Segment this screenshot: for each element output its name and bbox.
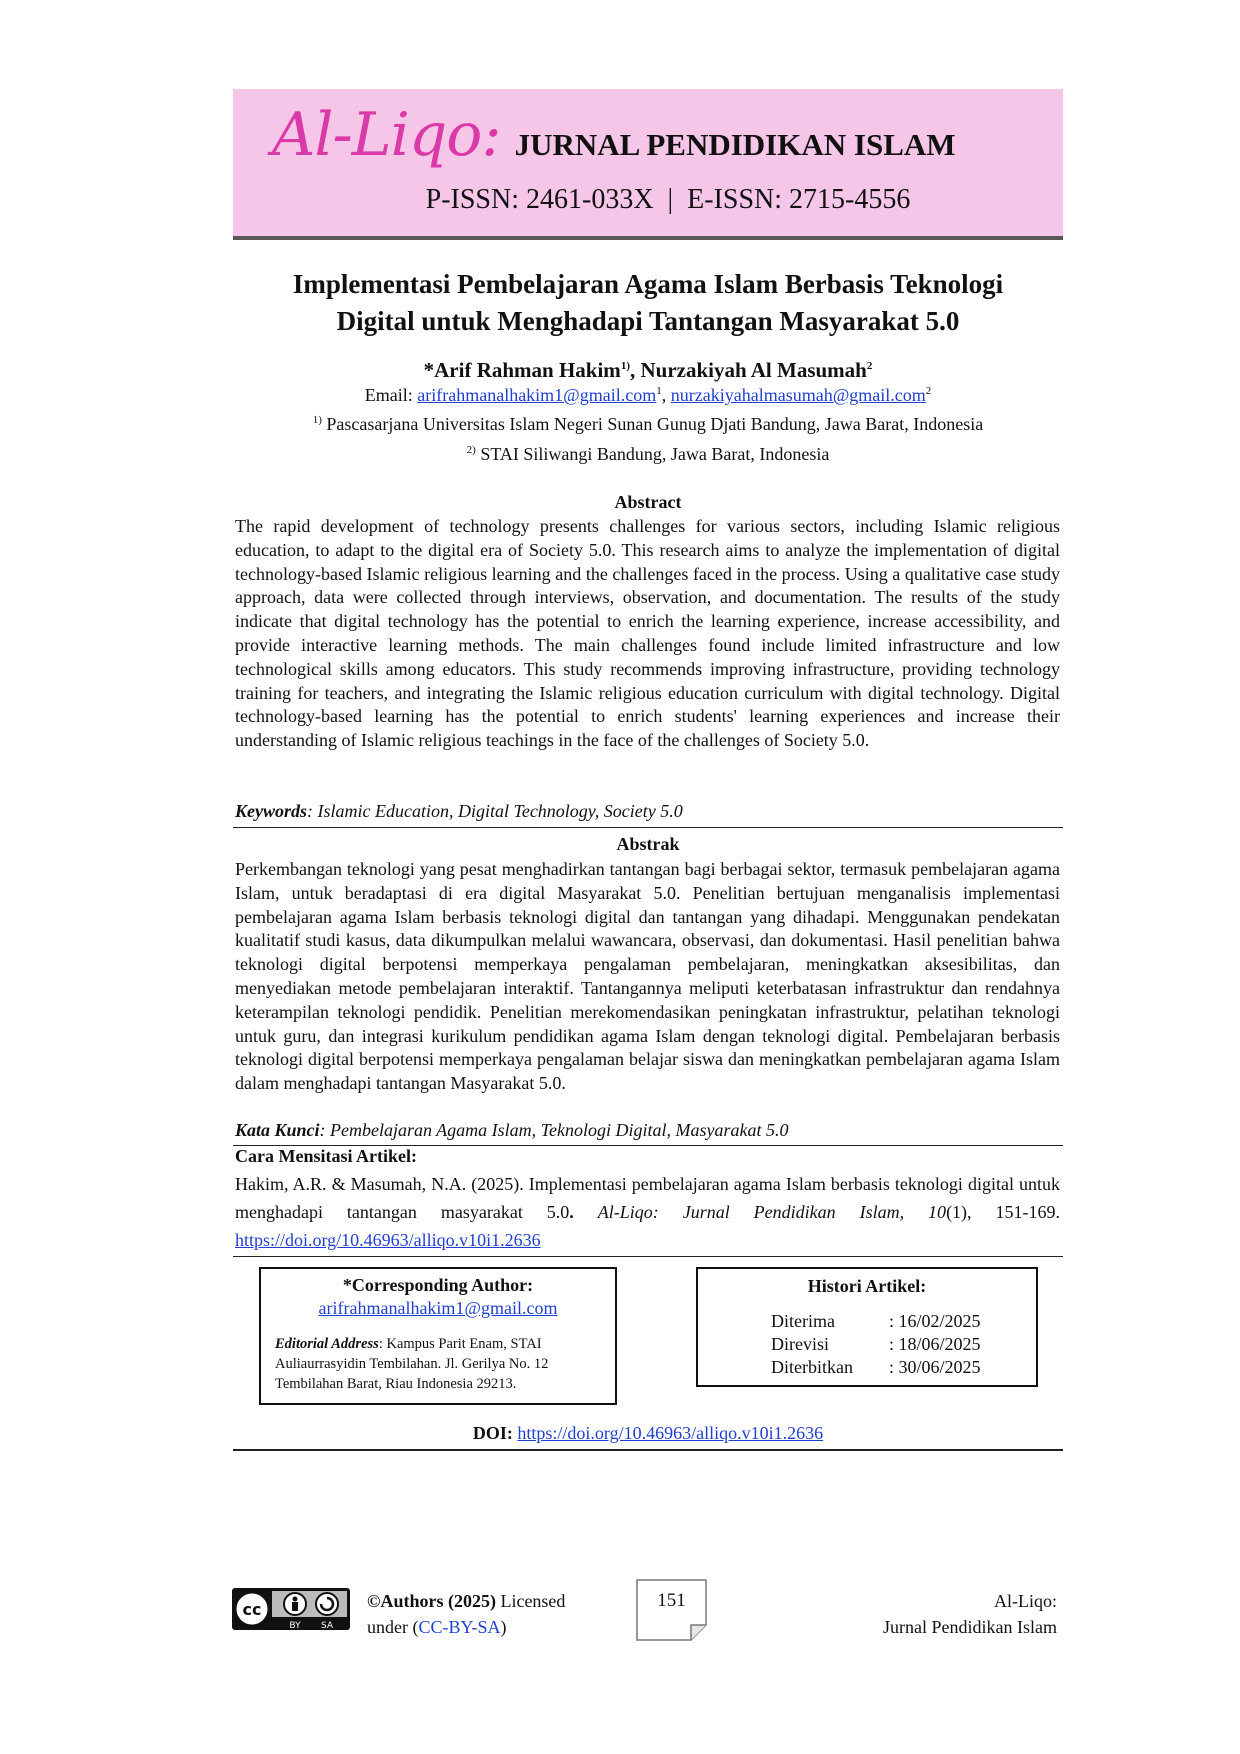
citation-plain: Hakim, A.R. & Masumah, N.A. (2025). Implementasi pembelajaran agama Islam berbasis teknologi digital untuk menghadapi tantangan masyarakat 5.0 [235,1174,1060,1222]
kata-kunci-text: : Pembelajaran Agama Islam, Teknologi Digital, Masyarakat 5.0 [319,1120,789,1140]
keywords-line [235,801,1060,822]
history-label: Direvisi [771,1334,829,1354]
citation-period: . [569,1202,598,1222]
divider-3 [233,1256,1063,1257]
abstract-heading: Abstract [614,492,682,512]
affiliation-2-text: STAI Siliwangi Bandung, Jawa Barat, Indonesia [475,444,830,464]
license-line-1 [367,1588,565,1614]
page-number: 151 [657,1590,686,1611]
license-bold: ©Authors (2025) [367,1591,496,1611]
cc-sa-text: SA [320,1621,334,1630]
kata-kunci-label: Kata Kunci [235,1120,320,1140]
email-link-2[interactable]: nurzakiyahalmasumah@gmail.com [670,385,926,405]
title-line-1: Implementasi Pembelajaran Agama Islam Berbasis Teknologi [292,269,1004,299]
corresponding-author-email [259,1298,617,1319]
history-row [771,1311,981,1332]
footer-journal-line-2: Jurnal Pendidikan Islam [883,1617,1057,1637]
author-2-sup: 2 [866,360,873,372]
affiliation-1 [233,414,1063,435]
affiliation-2 [233,444,1063,465]
issn-line: P-ISSN: 2461-033X | E-ISSN: 2715-4556 [425,184,911,215]
article-title [233,266,1063,340]
divider-1 [233,827,1063,828]
title-line-2: Digital untuk Menghadapi Tantangan Masyarakat 5.0 [336,306,960,336]
author-1: *Arif Rahman Hakim [423,358,621,382]
journal-logo: Al-Liqo: [272,100,501,170]
affiliation-1-text: Pascasarjana Universitas Islam Negeri Sunan Gunug Djati Bandung, Jawa Barat, Indonesia [321,414,984,434]
email-1-sup: 1 [656,385,662,397]
editorial-label: Editorial Address [275,1336,379,1352]
citation-journal: Al-Liqo: Jurnal Pendidikan Islam, 10 [597,1202,947,1222]
kata-kunci-line [235,1120,1060,1141]
doi-link[interactable]: https://doi.org/10.46963/alliqo.v10i1.2636 [517,1423,824,1443]
author-1-sup: 1) [620,360,630,372]
citation-doi-link[interactable]: https://doi.org/10.46963/alliqo.v10i1.2636 [235,1230,541,1250]
history-value: : 30/06/2025 [889,1357,981,1377]
abstract-text: The rapid development of technology presents challenges for various sectors, including Islamic religious education, to adapt to the digital era of Society 5.0. This research aims to analyze the implementation of digital technology-based Islamic religious learning and the challenges faced in the process. Using a qualitative case study approach, data were collected through interviews, observation, and documentation. The results of the study indicate that digital technology has the potential to enrich the learning experience, increase accessibility, and provide interactive learning methods. The main challenges found include limited infrastructure and low technological skills among educators. This study recommends improving infrastructure, providing technology training for teachers, and integrating the Islamic religious education curriculum with digital technology. Digital technology-based learning has the potential to enrich students' learning experiences and increase their understanding of Islamic religious teachings in the face of the challenges of Society 5.0. [235,516,1060,751]
history-value: : 18/06/2025 [889,1334,981,1354]
footer-journal-name [780,1588,1057,1640]
license-text-2: under ( [367,1617,419,1637]
cc-by-sa-license-icon[interactable] [232,1588,350,1630]
affiliation-2-sup: 2) [466,444,476,456]
doi-line [233,1423,1063,1444]
email-label: Email: [364,385,418,405]
affiliation-1-sup: 1) [312,414,322,426]
corresponding-author-title: *Corresponding Author: [342,1275,534,1295]
corresponding-email-link[interactable]: arifrahmanalhakim1@gmail.com [318,1298,558,1318]
journal-title [272,100,956,170]
author-separator: , [629,358,641,382]
citation-heading: Cara Mensitasi Artikel: [235,1146,417,1166]
doi-label: DOI: [472,1423,518,1443]
license-link[interactable]: CC-BY-SA [418,1617,501,1637]
citation-issue-pages: (1), 151-169. [946,1202,1061,1222]
footer-journal-line-1: Al-Liqo: [994,1591,1057,1611]
history-value: : 16/02/2025 [889,1311,981,1331]
author-list [233,358,1063,383]
cc-by-text: BY [289,1621,301,1630]
cc-badge-text: cc [242,1600,262,1619]
editorial-address [275,1334,605,1394]
abstrak-heading: Abstrak [616,834,680,854]
license-text [367,1588,565,1640]
email-line [233,385,1063,406]
citation-text [235,1170,1060,1254]
history-label: Diterbitkan [771,1357,853,1377]
email-separator: , [661,385,671,405]
history-label: Diterima [771,1311,835,1331]
history-row [771,1334,981,1355]
license-text-1: Licensed [495,1591,566,1611]
history-title: Histori Artikel: [807,1276,927,1296]
divider-4 [233,1449,1063,1451]
keywords-label: Keywords [235,801,307,821]
journal-name: JURNAL PENDIDIKAN ISLAM [514,127,956,162]
history-row [771,1357,981,1378]
keywords-text: : Islamic Education, Digital Technology, Society 5.0 [307,801,683,821]
abstrak-text: Perkembangan teknologi yang pesat menghadirkan tantangan bagi berbagai sektor, termasuk pembelajaran agama Islam, untuk beradaptasi di era digital Masyarakat 5.0. Penelitian bertujuan menganalisis implementasi pembelajaran agama Islam berbasis teknologi digital dan tantangan yang dihadapi. Menggunakan pendekatan kualitatif studi kasus, data dikumpulkan melalui wawancara, observasi, dan dokumentasi. Hasil penelitian bahwa teknologi digital berpotensi memperkaya pengalaman pembelajaran, meningkatkan aksesibilitas, dan menyediakan metode pembelajaran interaktif. Tantangannya meliputi keterbatasan infrastruktur dan rendahnya keterampilan teknologi pendidik. Penelitian merekomendasikan peningkatan infrastruktur, pelatihan teknologi untuk guru, dan integrasi kurikulum pendidikan agama Islam dengan teknologi digital. Pembelajaran berbasis teknologi digital berpotensi memperkaya pengalaman belajar siswa dan meningkatkan pembelajaran agama Islam dalam menghadapi tantangan Masyarakat 5.0. [235,859,1060,1094]
license-text-3: ) [500,1617,507,1637]
editorial-text: : Kampus Parit Enam, STAI Auliaurrasyidin Tembilahan. Jl. Gerilya No. 12 Tembilahan Barat, Riau Indonesia 29213. [275,1336,549,1392]
email-link-1[interactable]: arifrahmanalhakim1@gmail.com [417,385,657,405]
email-2-sup: 2 [925,385,932,397]
author-2: Nurzakiyah Al Masumah [640,358,867,382]
license-line-2 [367,1614,565,1640]
